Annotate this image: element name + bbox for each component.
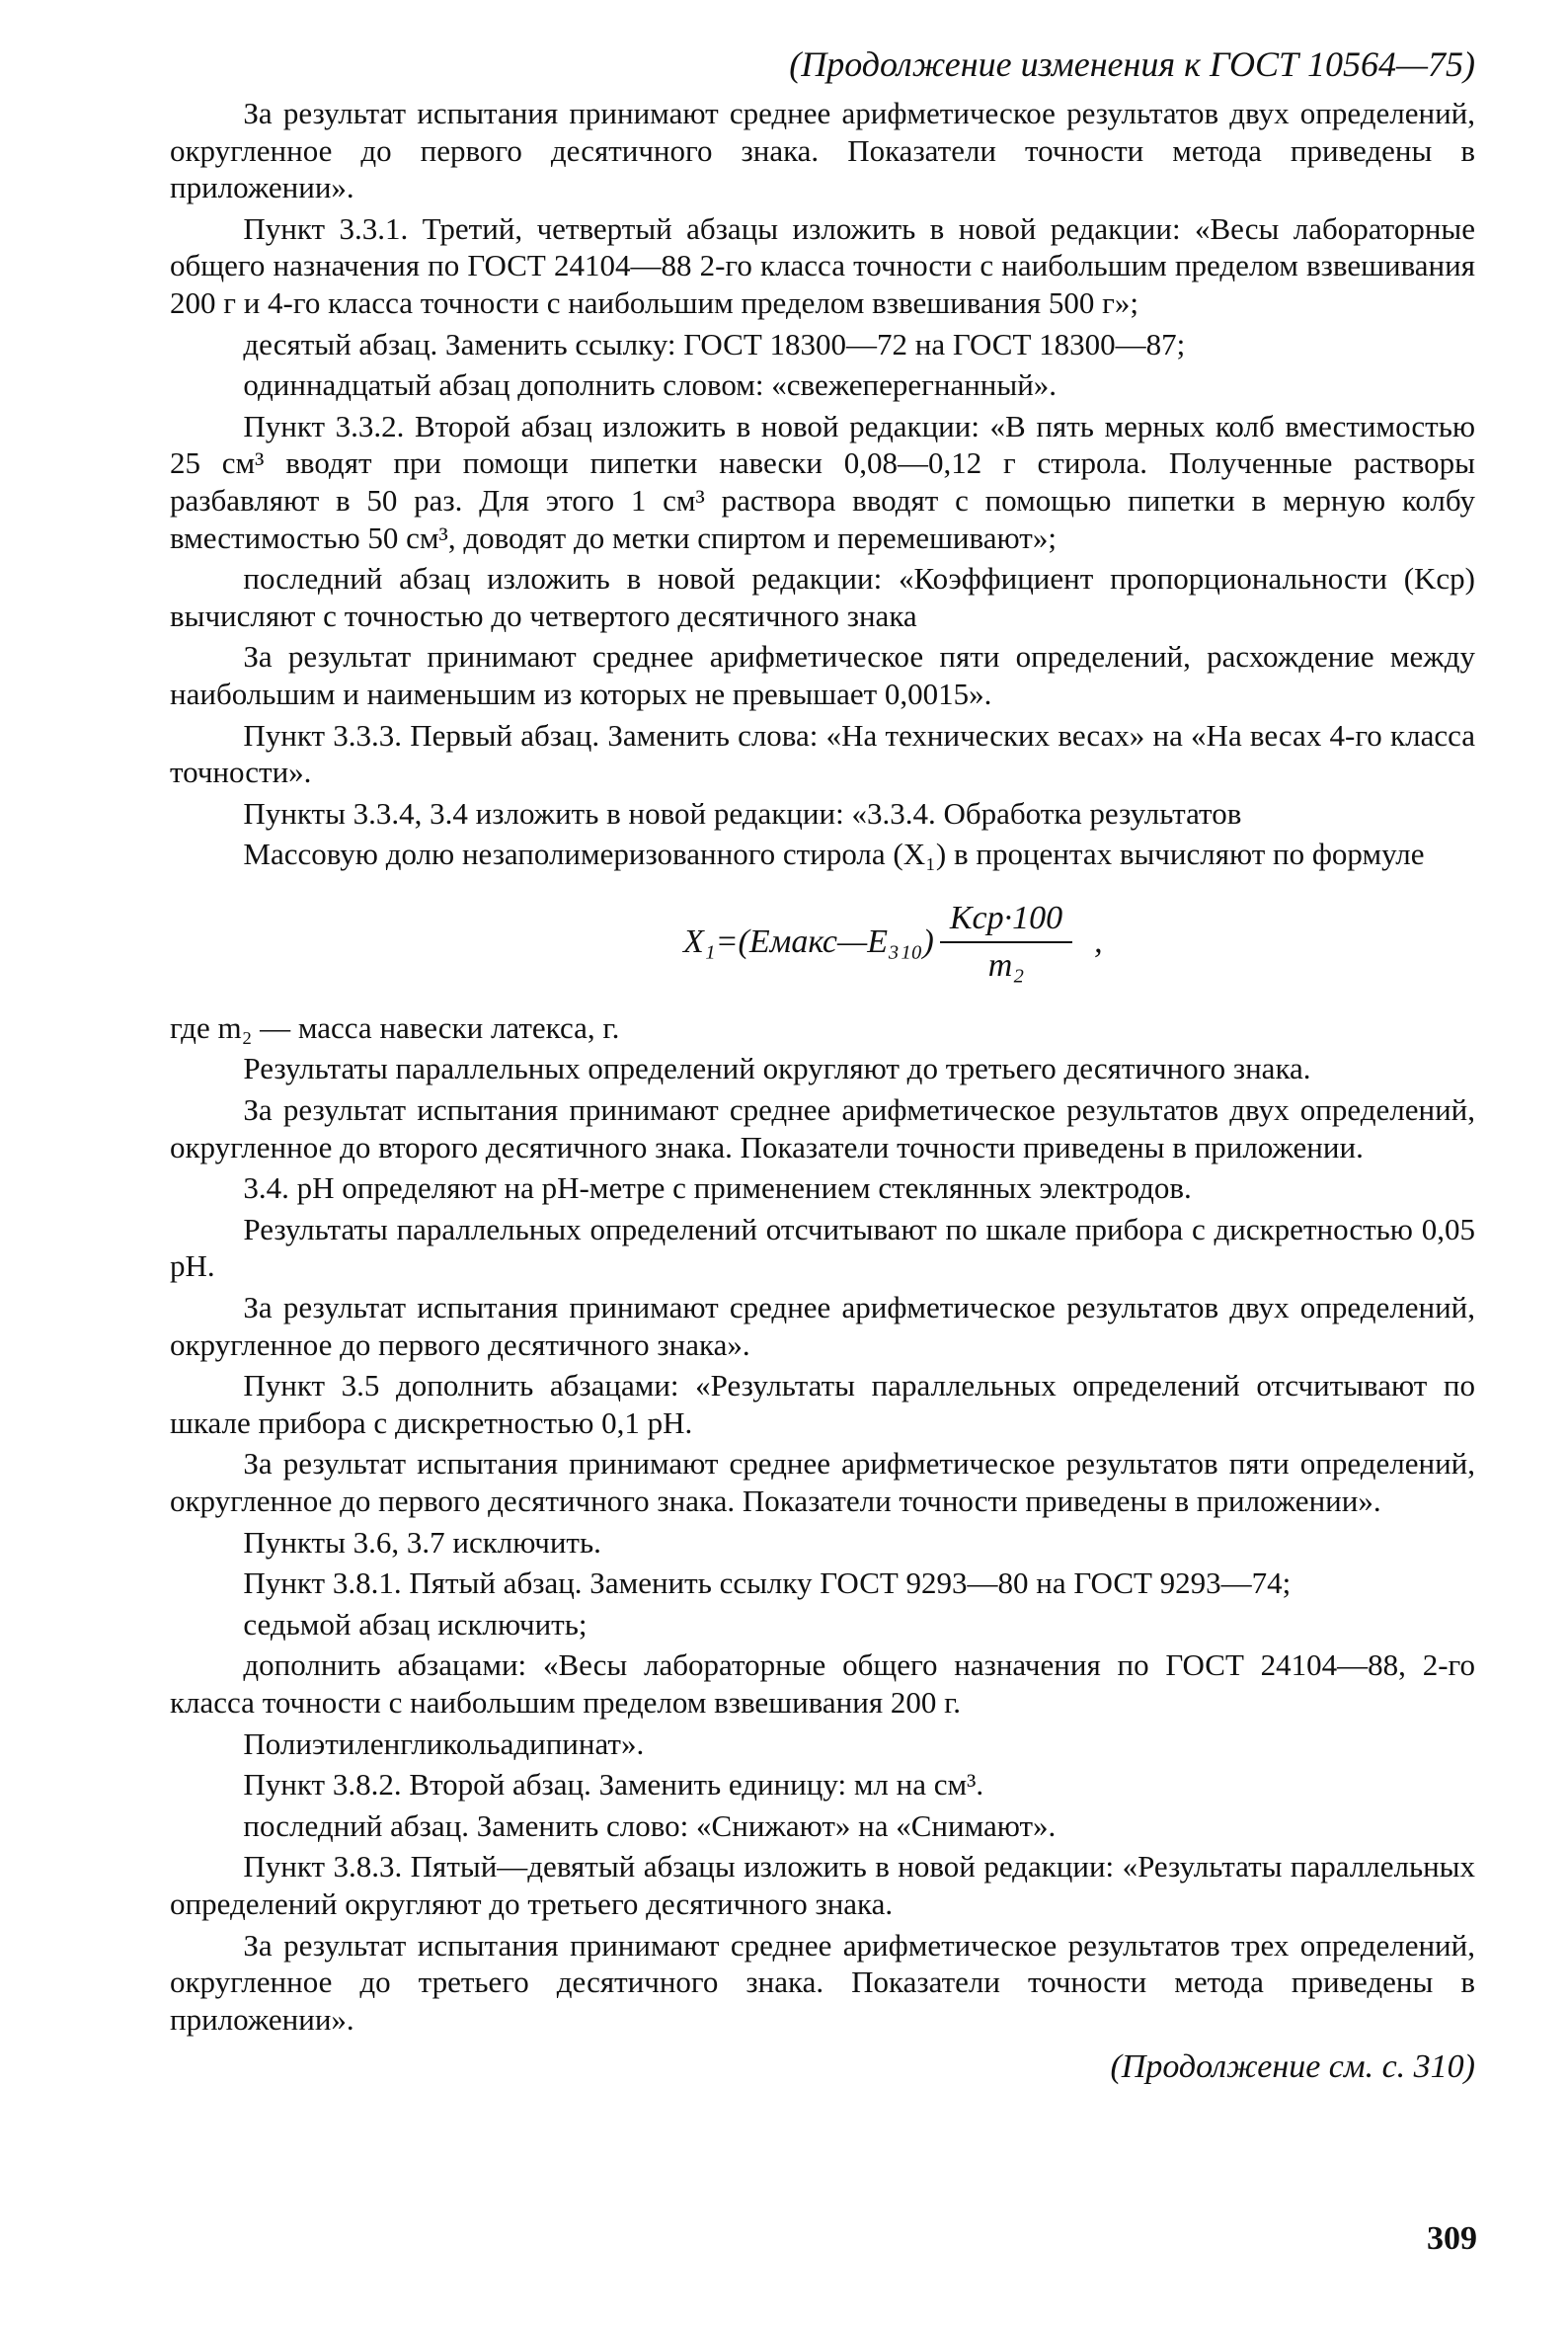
text-block-bottom: [170, 1009, 1475, 2038]
paragraph: десятый абзац. Заменить ссылку: ГОСТ 18300—72 на ГОСТ 18300—87;: [243, 326, 1186, 361]
paragraph: дополнить абзацами: «Весы лабораторные общего назначения по ГОСТ 24104—88, 2-го класса точности с наибольшим пределом взвешивания 200 г.: [170, 1647, 1475, 1720]
paragraph: Пункт 3.5 дополнить абзацами: «Результаты параллельных определений отсчитывают по шкале прибора с дискретностью 0,1 pH.: [170, 1368, 1475, 1440]
paragraph: 3.4. pH определяют на pH-метре с применением стеклянных электродов.: [243, 1170, 1192, 1206]
formula-fraction: [940, 900, 1072, 985]
paragraph: Пункт 3.3.1. Третий, четвертый абзацы изложить в новой редакции: «Весы лабораторные общего назначения по ГОСТ 24104—88 2-го класса точности с наибольшим пределом взвешивания 200 г и 4-го класса точности с наибольшим пределом взвешивания 500 г»;: [170, 210, 1475, 320]
paragraph: Пункт 3.3.2. Второй абзац изложить в новой редакции: «В пять мерных колб вместимостью 25 см³ вводят при помощи пипетки навески 0,08—0,12 г стирола. Полученные растворы разбавляют в 50 раз. Для этого 1 см³ раствора вводят с помощью пипетки в мерную колбу вместимостью 50 см³, доводят до метки спиртом и перемешивают»;: [170, 408, 1475, 555]
paragraph: одиннадцатый абзац дополнить словом: «свежеперегнанный».: [243, 367, 1058, 403]
paragraph: За результат испытания принимают среднее арифметическое результатов двух определений, округленное до первого десятичного знака».: [170, 1290, 1475, 1362]
paragraph: Пункт 3.8.1. Пятый абзац. Заменить ссылку ГОСТ 9293—80 на ГОСТ 9293—74;: [243, 1565, 1292, 1601]
formula-numerator: Kср·100: [940, 900, 1072, 943]
paragraph: За результат испытания принимают среднее арифметическое результатов трех определений, округленное до третьего десятичного знака. Показатели точности метода приведены в приложении».: [170, 1927, 1475, 2037]
paragraph: За результат испытания принимают среднее арифметическое результатов двух определений, округленное до второго десятичного знака. Показатели точности приведены в приложении.: [170, 1092, 1475, 1164]
paragraph: Полиэтиленгликольадипинат».: [243, 1725, 645, 1761]
paragraph: Пункты 3.3.4, 3.4 изложить в новой редакции: «3.3.4. Обработка результатов: [243, 795, 1242, 831]
running-header: (Продолжение изменения к ГОСТ 10564—75): [789, 44, 1475, 84]
continuation-note: (Продолжение см. с. 310): [1110, 2048, 1475, 2086]
formula: [170, 889, 1475, 996]
paragraph: последний абзац изложить в новой редакции: «Коэффициент пропорциональности (Kср) вычисляют с точностью до четвертого десятичного знака: [170, 561, 1475, 633]
text-block-top: [170, 95, 1475, 873]
paragraph: Пункт 3.8.3. Пятый—девятый абзацы изложить в новой редакции: «Результаты параллельных определений округляют до третьего десятичного знака.: [170, 1849, 1475, 1921]
paragraph: седьмой абзац исключить;: [243, 1606, 588, 1642]
paragraph: Результаты параллельных определений округляют до третьего десятичного знака.: [243, 1051, 1311, 1086]
page-number: 309: [1427, 2220, 1477, 2257]
formula-trailing: ,: [1094, 922, 1103, 960]
formula-denominator: m₂: [987, 946, 1025, 984]
document-page: [170, 38, 1475, 2091]
paragraph: Пункт 3.8.2. Второй абзац. Заменить единицу: мл на см³.: [243, 1767, 984, 1803]
paragraph: где m₂ — масса навески латекса, г.: [170, 1009, 620, 1045]
paragraph: Массовую долю незаполимеризованного стирола (X₁) в процентах вычисляют по формуле: [243, 837, 1425, 872]
paragraph: Пункты 3.6, 3.7 исключить.: [243, 1524, 601, 1560]
formula-lhs: X₁=(Eмакс—E₃₁₀): [683, 922, 934, 960]
paragraph: Результаты параллельных определений отсчитывают по шкале прибора с дискретностью 0,05 pH.: [170, 1211, 1475, 1284]
paragraph: последний абзац. Заменить слово: «Снижают» на «Снимают».: [243, 1807, 1057, 1843]
paragraph: Пункт 3.3.3. Первый абзац. Заменить слова: «На технических весах» на «На весах 4-го класса точности».: [170, 717, 1475, 790]
paragraph: За результат испытания принимают среднее арифметическое результатов пяти определений, округленное до первого десятичного знака. Показатели точности приведены в приложении».: [170, 1446, 1475, 1518]
paragraph: За результат принимают среднее арифметическое пяти определений, расхождение между наибольшим и наименьшим из которых не превышает 0,0015».: [170, 639, 1475, 711]
paragraph: За результат испытания принимают среднее арифметическое результатов двух определений, округленное до первого десятичного знака. Показатели точности метода приведены в приложении».: [170, 96, 1475, 205]
